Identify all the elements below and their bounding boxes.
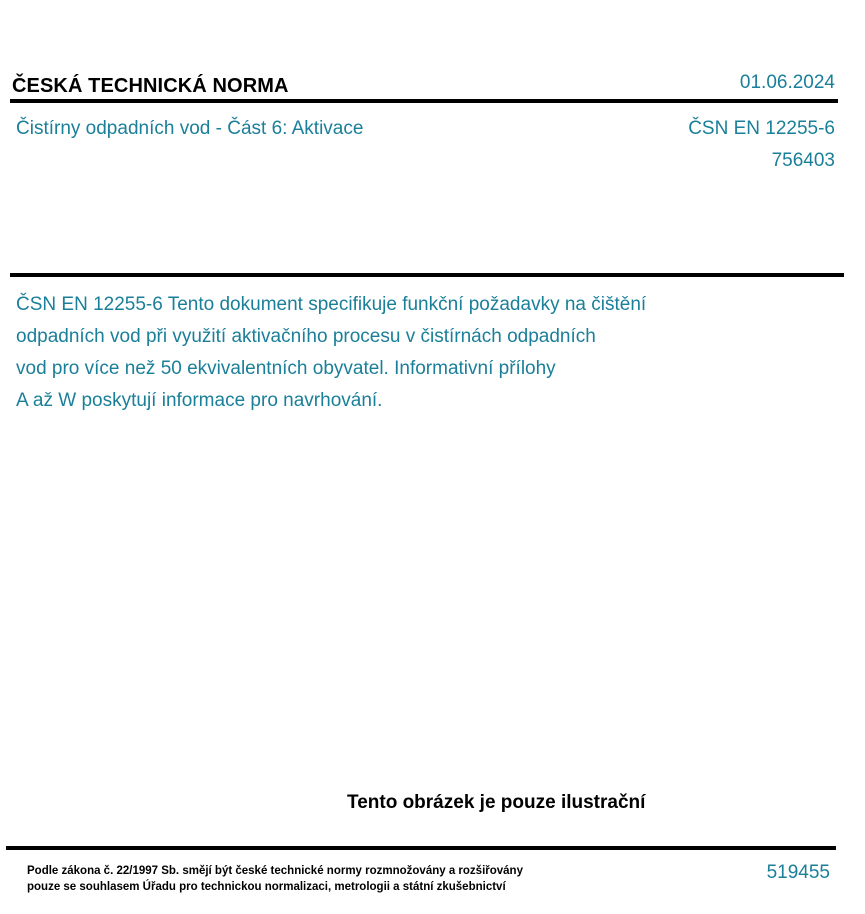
document-title: Čistírny odpadních vod - Část 6: Aktivace	[16, 118, 364, 139]
abstract-line: ČSN EN 12255-6 Tento dokument specifikuje funkční požadavky na čištění	[16, 294, 647, 315]
publication-date: 01.06.2024	[739, 72, 835, 93]
legal-line: Podle zákona č. 22/1997 Sb. smějí být české technické normy rozmnožovány a rozšiřovány	[27, 865, 523, 877]
bottom-divider	[6, 846, 836, 850]
abstract-text	[16, 289, 756, 417]
middle-divider	[10, 273, 844, 277]
top-divider	[10, 99, 838, 103]
legal-notice	[27, 863, 523, 895]
standard-number: ČSN EN 12255-6	[688, 118, 835, 139]
document-id: 519455	[766, 862, 830, 883]
abstract-line: A až W poskytují informace pro navrhování.	[16, 390, 383, 411]
abstract-line: vod pro více než 50 ekvivalentních obyvatel. Informativní přílohy	[16, 358, 556, 379]
legal-line: pouze se souhlasem Úřadu pro technickou normalizaci, metrologii a státní zkušebnictví	[27, 881, 506, 893]
abstract-line: odpadních vod při využití aktivačního procesu v čistírnách odpadních	[16, 326, 596, 347]
classification-number: 756403	[771, 150, 835, 171]
illustration-note: Tento obrázek je pouze ilustrační	[347, 792, 646, 813]
norm-heading: ČESKÁ TECHNICKÁ NORMA	[12, 75, 289, 97]
